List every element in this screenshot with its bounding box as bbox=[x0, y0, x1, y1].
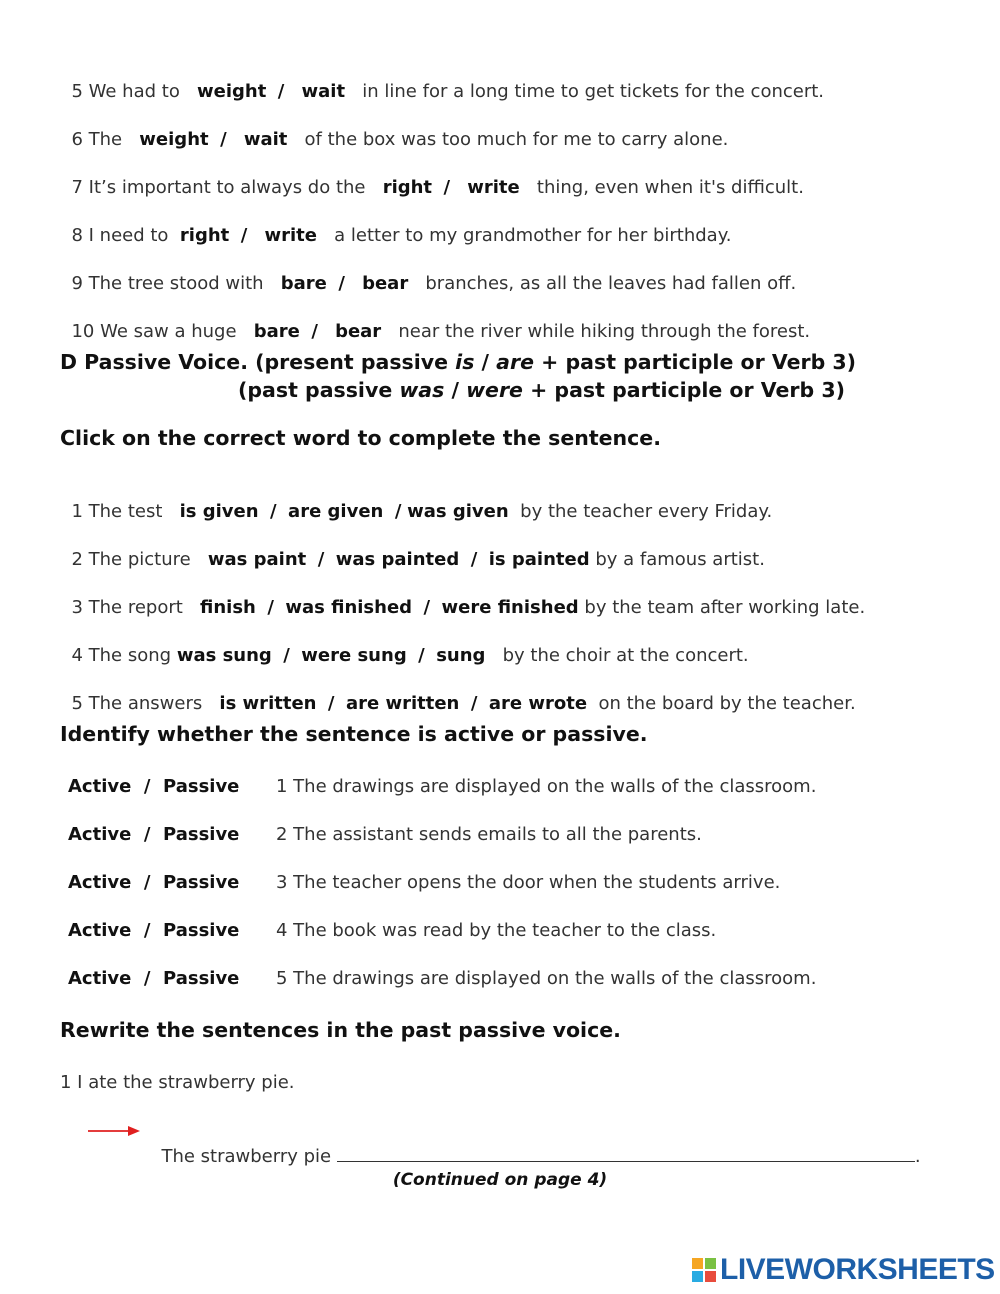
option-was-given[interactable]: was given bbox=[407, 501, 509, 522]
rewrite-heading: Rewrite the sentences in the past passive voice. bbox=[60, 1018, 621, 1042]
sentence-d2: 2 The picture was paint / was painted / is painted by a famous artist. bbox=[71, 549, 765, 570]
option-write[interactable]: write bbox=[467, 177, 520, 198]
liveworksheets-logo-icon bbox=[692, 1258, 716, 1282]
option-bare[interactable]: bare bbox=[280, 273, 327, 294]
option-weight[interactable]: weight bbox=[197, 81, 267, 102]
active-passive-choice-3: Active / Passive bbox=[68, 872, 240, 893]
answer-blank-input[interactable] bbox=[337, 1143, 915, 1162]
rewrite-prompt-1: 1 I ate the strawberry pie. bbox=[60, 1072, 295, 1093]
option-write[interactable]: write bbox=[264, 225, 317, 246]
option-is-painted[interactable]: is painted bbox=[488, 549, 590, 570]
option-bear[interactable]: bear bbox=[362, 273, 409, 294]
option-passive[interactable]: Passive bbox=[163, 920, 240, 941]
sentence-c10: 10 We saw a huge bare / bear near the river while hiking through the forest. bbox=[71, 321, 811, 342]
click-heading: Click on the correct word to complete the sentence. bbox=[60, 426, 661, 450]
option-weight[interactable]: weight bbox=[139, 129, 209, 150]
option-passive[interactable]: Passive bbox=[163, 872, 240, 893]
option-active[interactable]: Active bbox=[68, 824, 132, 845]
option-are-wrote[interactable]: are wrote bbox=[488, 693, 588, 714]
section-d-title: D Passive Voice. (present passive is / are + past participle or Verb 3) bbox=[60, 350, 857, 374]
option-were-sung[interactable]: were sung bbox=[301, 645, 407, 666]
option-sung[interactable]: sung bbox=[436, 645, 486, 666]
sentence-d3: 3 The report finish / was finished / were finished by the team after working late. bbox=[71, 597, 866, 618]
active-passive-choice-1: Active / Passive bbox=[68, 776, 240, 797]
sentence-c8: 8 I need to right / write a letter to my grandmother for her birthday. bbox=[71, 225, 732, 246]
option-passive[interactable]: Passive bbox=[163, 824, 240, 845]
sentence-d4: 4 The song was sung / were sung / sung by the choir at the concert. bbox=[71, 645, 749, 666]
option-wait[interactable]: wait bbox=[301, 81, 346, 102]
identify-heading: Identify whether the sentence is active or passive. bbox=[60, 722, 648, 746]
arrow-right-icon bbox=[88, 1124, 140, 1138]
active-passive-choice-2: Active / Passive bbox=[68, 824, 240, 845]
option-are-given[interactable]: are given bbox=[288, 501, 384, 522]
sentence-c9: 9 The tree stood with bare / bear branches, as all the leaves had fallen off. bbox=[71, 273, 797, 294]
sentence-c6: 6 The weight / wait of the box was too much for me to carry alone. bbox=[71, 129, 729, 150]
sentence-c7: 7 It’s important to always do the right / write thing, even when it's difficult. bbox=[71, 177, 804, 198]
option-was-finished[interactable]: was finished bbox=[285, 597, 413, 618]
option-passive[interactable]: Passive bbox=[163, 968, 240, 989]
rewrite-answer-1: The strawberry pie . bbox=[150, 1122, 921, 1167]
continued-note: (Continued on page 4) bbox=[392, 1170, 608, 1190]
option-active[interactable]: Active bbox=[68, 776, 132, 797]
option-was-sung[interactable]: was sung bbox=[176, 645, 272, 666]
option-was-paint[interactable]: was paint bbox=[207, 549, 307, 570]
option-bear[interactable]: bear bbox=[335, 321, 382, 342]
option-bare[interactable]: bare bbox=[253, 321, 300, 342]
option-is-given[interactable]: is given bbox=[179, 501, 259, 522]
option-was-painted[interactable]: was painted bbox=[335, 549, 460, 570]
identify-sentence-5: 5 The drawings are displayed on the walls of the classroom. bbox=[276, 968, 817, 989]
identify-sentence-2: 2 The assistant sends emails to all the parents. bbox=[276, 824, 702, 845]
active-passive-choice-5: Active / Passive bbox=[68, 968, 240, 989]
identify-sentence-4: 4 The book was read by the teacher to the class. bbox=[276, 920, 717, 941]
identify-sentence-3: 3 The teacher opens the door when the students arrive. bbox=[276, 872, 781, 893]
sentence-d1: 1 The test is given / are given / was given by the teacher every Friday. bbox=[71, 501, 773, 522]
logo-text: LIVEWORKSHEETS bbox=[720, 1253, 995, 1286]
sentence-d5: 5 The answers is written / are written / are wrote on the board by the teacher. bbox=[71, 693, 856, 714]
option-are-written[interactable]: are written bbox=[345, 693, 460, 714]
option-active[interactable]: Active bbox=[68, 968, 132, 989]
option-finish[interactable]: finish bbox=[200, 597, 256, 618]
option-is-written[interactable]: is written bbox=[219, 693, 317, 714]
section-d-subtitle: (past passive was / were + past participle or Verb 3) bbox=[238, 378, 845, 402]
active-passive-choice-4: Active / Passive bbox=[68, 920, 240, 941]
option-active[interactable]: Active bbox=[68, 872, 132, 893]
option-active[interactable]: Active bbox=[68, 920, 132, 941]
option-were-finished[interactable]: were finished bbox=[441, 597, 579, 618]
option-wait[interactable]: wait bbox=[243, 129, 288, 150]
sentence-c5: 5 We had to weight / wait in line for a long time to get tickets for the concert. bbox=[71, 81, 825, 102]
option-right[interactable]: right bbox=[382, 177, 433, 198]
identify-sentence-1: 1 The drawings are displayed on the walls of the classroom. bbox=[276, 776, 817, 797]
option-right[interactable]: right bbox=[179, 225, 230, 246]
option-passive[interactable]: Passive bbox=[163, 776, 240, 797]
liveworksheets-logo bbox=[692, 1254, 995, 1286]
